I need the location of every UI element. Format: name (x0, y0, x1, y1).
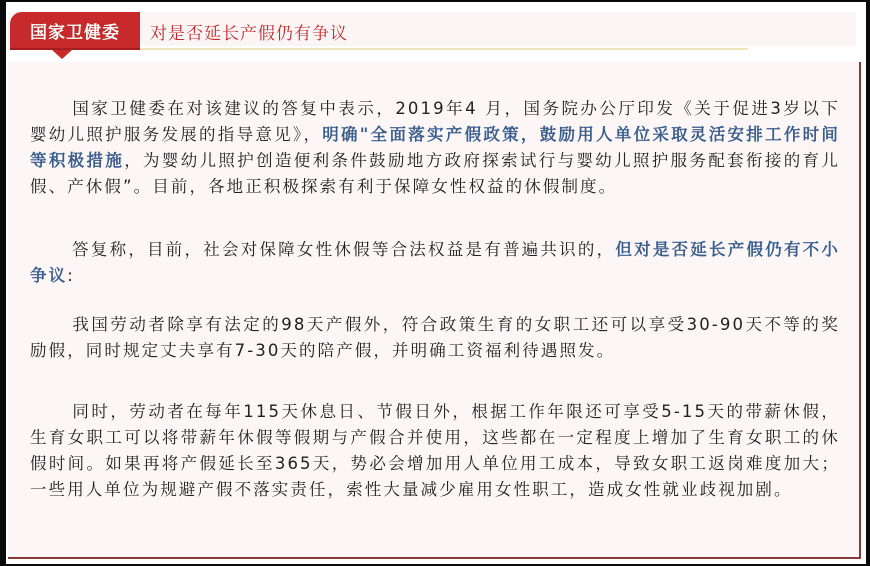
article-paragraph-3 (30, 312, 840, 364)
title-underline (138, 48, 748, 50)
highlighted-text: 但对是否延长产假仍有不小争议 (30, 240, 841, 285)
article-card (6, 2, 866, 564)
article-paragraph-4 (30, 399, 840, 503)
article-paragraph-2 (30, 237, 840, 289)
section-title: 对是否延长产假仍有争议 (150, 24, 348, 44)
paragraph-text: 我国劳动者除享有法定的98天产假外，符合政策生育的女职工还可以享受30-90天不等的奖励假，同时规定丈夫享有7-30天的陪产假，并明确工资福利待遇照发。 (30, 315, 840, 360)
article-body-panel (8, 62, 861, 559)
tab-pointer-triangle-icon (52, 50, 72, 59)
highlighted-text: 明确"全面落实产假政策，鼓励用人单位采取灵活安排工作时间等积极措施 (30, 125, 840, 170)
paragraph-text: : (67, 266, 75, 285)
article-paragraph-1 (30, 96, 840, 200)
paragraph-text: 答复称，目前，社会对保障女性休假等合法权益是有普遍共识的， (72, 240, 616, 259)
source-tab-label: 国家卫健委 (10, 12, 140, 50)
section-header (8, 10, 863, 50)
paragraph-text: 国家卫健委在对该建议的答复中表示，2019年4 月，国务院办公厅印发《关于促进3岁以下婴幼儿照护服务发展的指导意见》， (30, 99, 840, 144)
paragraph-text: ，为婴幼儿照护创造便利条件鼓励地方政府探索试行与婴幼儿照护服务配套衔接的育儿假、产休假”。目前，各地正积极探索有利于保障女性权益的休假制度。 (30, 151, 840, 196)
paragraph-text: 同时，劳动者在每年115天休息日、节假日外，根据工作年限还可享受5-15天的带薪休假，生育女职工可以将带薪年休假等假期与产假合并使用，这些都在一定程度上增加了生育女职工的休假时间。如果再将产假延长至365天，势必会增加用人单位用工成本，导致女职工返岗难度加大；一些用人单位为规避产假不落实责任，索性大量减少雇用女性职工，造成女性就业歧视加剧。 (30, 402, 840, 499)
